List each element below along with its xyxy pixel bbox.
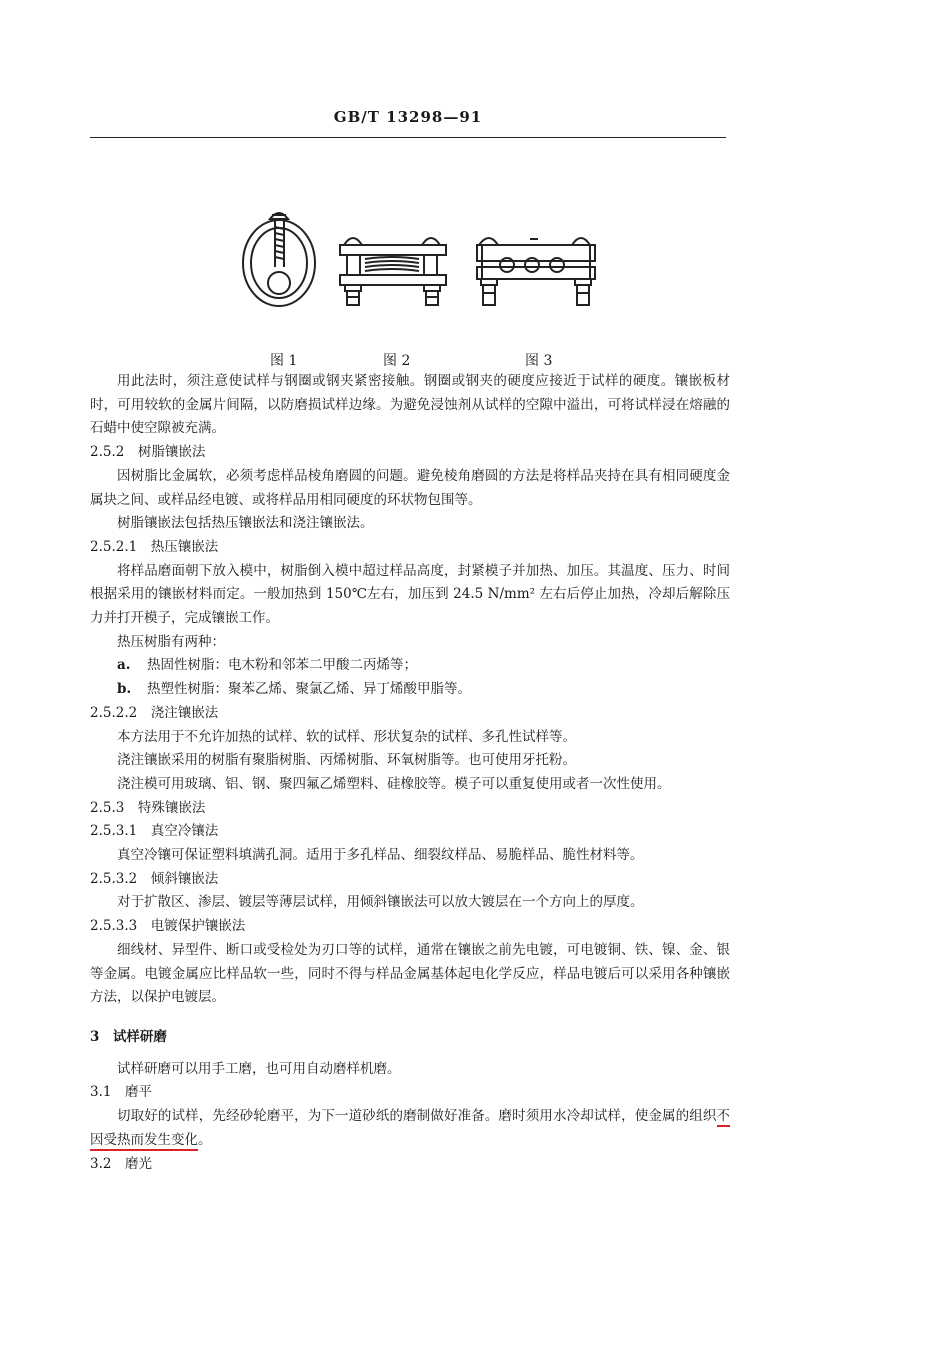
paragraph-text: 切取好的试样，先经砂轮磨平，为下一道砂纸的磨制做好准备。磨时须用水冷却试样，使金属的组织 — [117, 1108, 717, 1125]
figure-1-ring-clamp — [243, 213, 315, 306]
section-heading: 2.5.3.2 倾斜镶嵌法 — [90, 870, 219, 887]
paragraph: 因树脂比金属软，必须考虑样品棱角磨圆的问题。避免棱角磨圆的方法是将样品夹持在具有相同硬度金属块之间、或样品经电镀、或将样品用相同硬度的环状物包围等。 — [90, 467, 730, 508]
figure-2-plate-clamp — [340, 238, 446, 305]
figure-3-caption: 图 3 — [525, 353, 553, 369]
list-item — [90, 678, 730, 702]
figure-1-caption: 图 1 — [270, 353, 298, 369]
section-heading: 2.5.2 树脂镶嵌法 — [90, 444, 206, 461]
section-heading: 2.5.3.3 电镀保护镶嵌法 — [90, 918, 246, 935]
section-heading: 2.5.3.1 真空冷镶法 — [90, 823, 219, 840]
underlined-phrase: 不因受热而发生变化 — [90, 1108, 730, 1151]
paragraph: 浇注模可用玻璃、铝、钢、聚四氟乙烯塑料、硅橡胶等。模子可以重复使用或者一次性使用。 — [117, 775, 671, 792]
paragraph: 树脂镶嵌法包括热压镶嵌法和浇注镶嵌法。 — [117, 515, 374, 532]
list-label: a. — [117, 657, 131, 674]
standard-code-header: GB/T 13298—91 — [333, 108, 483, 126]
section-heading: 3.2 磨光 — [90, 1155, 152, 1172]
paragraph: 对于扩散区、渗层、镀层等薄层试样，用倾斜镶嵌法可以放大镀层在一个方向上的厚度。 — [117, 894, 644, 911]
chapter-heading: 3 试样研磨 — [90, 1028, 167, 1045]
paragraph: 用此法时，须注意使试样与钢圈或钢夹紧密接触。钢圈或钢夹的硬度应接近于试样的硬度。镶嵌板材时，可用较软的金属片间隔，以防磨损试样边缘。为避免浸蚀剂从试样的空隙中溢出，可将试样浸在熔融的石蜡中使空隙被充满。 — [90, 373, 730, 437]
section-heading: 2.5.2.2 浇注镶嵌法 — [90, 704, 219, 721]
list-text: 热塑性树脂：聚苯乙烯、聚氯乙烯、异丁烯酸甲脂等。 — [147, 681, 471, 698]
figure-3-wire-clamp — [477, 238, 595, 305]
paragraph: 将样品磨面朝下放入模中，树脂倒入模中超过样品高度，封紧模子并加热、加压。其温度、压力、时间根据采用的镶嵌材料而定。一般加热到 150℃左右，加压到 24.5 N/mm² 左右后停止加热，冷却后解除压力并打开模子，完成镶嵌工作。 — [90, 562, 730, 627]
header-rule — [90, 137, 726, 138]
paragraph: 真空冷镶可保证塑料填满孔洞。适用于多孔样品、细裂纹样品、易脆样品、脆性材料等。 — [117, 847, 644, 864]
list-item — [90, 654, 730, 678]
paragraph: 试样研磨可以用手工磨，也可用自动磨样机磨。 — [117, 1060, 401, 1077]
list-label: b. — [117, 681, 132, 698]
list-text: 热固性树脂：电木粉和邻苯二甲酸二丙烯等； — [147, 657, 417, 674]
section-heading: 2.5.2.1 热压镶嵌法 — [90, 538, 219, 555]
paragraph: 热压树脂有两种： — [117, 633, 225, 650]
figures-drawing — [232, 205, 632, 315]
paragraph: 浇注镶嵌采用的树脂有聚脂树脂、丙烯树脂、环氧树脂等。也可使用牙托粉。 — [117, 752, 576, 769]
body-text — [90, 370, 730, 1176]
figure-2-caption: 图 2 — [383, 353, 411, 369]
paragraph-end: 。 — [198, 1131, 212, 1148]
section-heading: 3.1 磨平 — [90, 1084, 152, 1101]
paragraph: 本方法用于不允许加热的试样、软的试样、形状复杂的试样、多孔性试样等。 — [117, 728, 576, 745]
paragraph: 细线材、异型件、断口或受检处为刃口等的试样，通常在镶嵌之前先电镀，可电镀铜、铁、镍、金、银等金属。电镀金属应比样品软一些，同时不得与样品金属基体起电化学反应，样品电镀后可以采用各种镶嵌方法，以保护电镀层。 — [90, 941, 730, 1006]
paragraph — [90, 1105, 730, 1152]
section-heading: 2.5.3 特殊镶嵌法 — [90, 799, 206, 816]
